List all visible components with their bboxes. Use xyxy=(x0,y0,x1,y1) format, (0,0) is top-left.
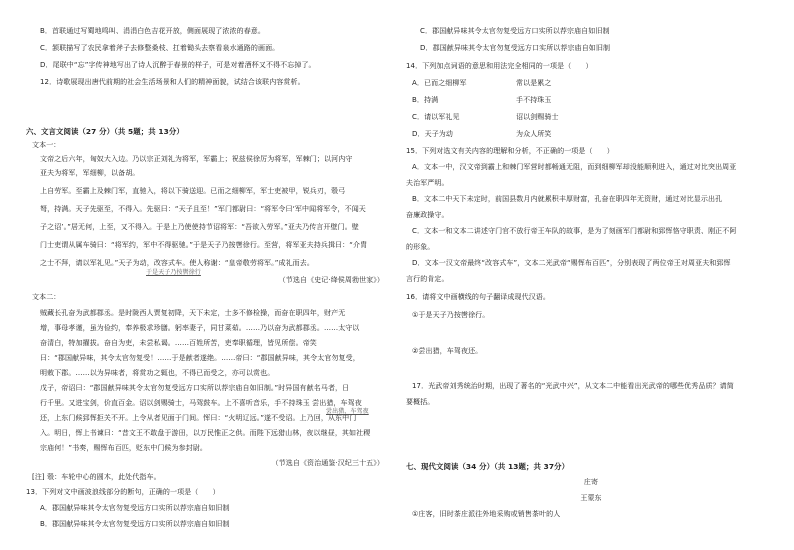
q14-option-b-left: B．持满 xyxy=(412,96,439,104)
section7-title: 七、现代文阅读（34 分）（共 13题；共 37分） xyxy=(406,462,570,471)
q11-option-c: C．颔联描写了农民拿着斧子去修整桑枝、扛着锄头去察看泉水通路的画面。 xyxy=(40,44,280,52)
text1-line: 之士不拜，请以军礼见。”天子为动，改容式车。使人称谢：“皇帝敬劳将军。”成礼而去。 xyxy=(40,259,314,267)
q15-line: 夫治军严明。 xyxy=(406,179,449,187)
q14-option-c-left: C．请以军礼见 xyxy=(412,113,460,121)
q14-option-d-right: 为众人所笑 xyxy=(516,130,552,138)
text2-source: （节选自《资治通鉴·汉纪三十五》） xyxy=(271,459,384,467)
text1-line: 弩，持满。天子先驱至，不得入。先驱曰：“天子且至！”军门都尉曰：“将军令曰‘军中闻将军令，不闻天 xyxy=(40,205,366,213)
q15-line: A．文本一中，汉文帝到霸上和棘门军营时都畅通无阻，而到细柳军却没能顺利进入，通过对比突出周亚 xyxy=(412,163,737,171)
q15-line: D．文本一汉文帝最终“改容式车”，文本二光武帝“赐恽布百匹”，分别表现了两位帝王对周亚夫和郅恽 xyxy=(412,259,731,267)
q15-line: 奋廉政操守。 xyxy=(406,211,449,219)
q15-line: C．文本一和文本二讲述守门官不放行帝王车队的故事，是为了刻画军门都尉和郅恽恪守职责、刚正不阿 xyxy=(412,227,737,235)
text2-line: 入。明日，恽上书谏曰：“昔文王不敢盘于游田，以万民惟正之供。而陛下远猎山林，夜以继昼，其如社稷 xyxy=(40,429,371,437)
text1-line: 亚夫为将军，军细柳，以备胡。 xyxy=(40,169,140,177)
section6-title: 六、文言文阅读（27 分）（共 5题；共 13分） xyxy=(26,127,184,136)
text2-line: 宗庙何！”书奏，赐恽布百匹，贬东中门候为参封尉。 xyxy=(40,444,208,452)
q14-option-b-right: 手不持珠玉 xyxy=(516,96,552,104)
text2-line: 明敕下郡。……以为异味者，将赏功之辄也，不得已而受之，亦可以赏也。 xyxy=(40,369,275,377)
annotation-note: [注] 彀：车轮中心的圆木，此处代指车。 xyxy=(32,473,161,481)
q13-option-b: B．郡国献异味其令太官勿复受远方口实所以荐宗庙自如旧制 xyxy=(40,520,230,528)
q16-sentence-2: ②尝出猎，车驾夜还。 xyxy=(412,347,483,355)
q14-option-a-left: A．已而之细柳军 xyxy=(412,79,467,87)
q16-sentence-1: ①于是天子乃按辔徐行。 xyxy=(412,311,490,319)
q17-line: 17．光武帝刘秀统治时期，出现了著名的“光武中兴”，从文本二中能看出光武帝的哪些优秀品质？请简 xyxy=(412,382,734,390)
q15-line: 言行的肯定。 xyxy=(406,275,449,283)
text2-line: 行千里。又进宝剑，价直百金。诏以剑赐骑士，马驾鼓车。上不喜听音乐，手不持珠玉 尝出猎，车驾夜 xyxy=(40,399,362,407)
text1-line: 上自劳军。至霸上及棘门军，直驰入，将以下骑送迎。已而之细柳军，军士吏被甲，锐兵刃，彀弓 xyxy=(40,187,346,195)
text2-line: 奋清白，特加擢拔。奋自为吏，未尝私谒。……百姓所苦，吏奉职循理，皆见所偿。帝笑 xyxy=(40,339,317,347)
q11-option-b: B．首联通过写蜀地鸣叫、涓涓白色吉花开放，侧面展现了浓浓的春意。 xyxy=(40,27,266,35)
q11-option-d: D．尾联中“忘”字传神地写出了诗人沉醉于春景的样子，可是对着酒杯又不得不忘掉了。 xyxy=(40,61,316,69)
text2-line: 还，上东门候郅恽拒关不开。上令从者见面于门间。恽曰：“火明辽远。”遂不受诏。上乃回，从东中门 xyxy=(40,414,357,422)
text1-source: （节选自《史记·绛侯周勃世家》） xyxy=(278,276,384,284)
q12-stem: 12．诗歌展现出唐代前期的社会生活场景和人们的精神面貌，试结合该联内容赏析。 xyxy=(40,78,305,86)
text2-line: 曰：“郡国献异味，其令太官勿复受！……于是献者遂绝。……帝曰：“郡国献异味，其令太官勿复受， xyxy=(40,354,360,362)
q16-stem: 16．请将文中画横线的句子翻译成现代汉语。 xyxy=(406,293,551,301)
q17-line: 要概括。 xyxy=(406,398,435,406)
essay-title: 庄寄 xyxy=(583,478,599,486)
q13-option-c: C．郡国献异味其令太官勿复受远方口实所以荐宗庙自如旧制 xyxy=(420,27,610,35)
text2-line: 增，事母孝谨，虽为俭约，奉养极求珍膳。躬率妻子，同甘菜茹。……乃以奋为武都郡丞。……太守以 xyxy=(40,324,360,332)
q15-line: 的形象。 xyxy=(406,243,435,251)
text2-line: 戊子，帝诏曰：“郡国献异味其令太官勿复受远方口实所以荐宗庙自如旧制。”时异国有献名马者，日 xyxy=(40,384,350,392)
q13-option-d: D．郡国献异味其令太官勿复受远方口实所以荐宗庙自如旧制 xyxy=(420,44,611,52)
q14-option-d-left: D．天子为动 xyxy=(412,130,453,138)
text2-underlined-phrase: 尝出猎，车驾夜 xyxy=(326,408,369,415)
q13-stem: 13．下列对文中画波浪线部分的断句，正确的一项是（ ） xyxy=(26,488,220,496)
text1-line: 门士吏谓从属车骑曰：“将军约，军中不得驱驰。”于是天子乃按辔徐行。至营，将军亚夫持兵揖曰：“介胄 xyxy=(40,241,368,249)
text1-label: 文本一： xyxy=(32,141,61,149)
essay-author: 王蒙东 xyxy=(580,494,602,502)
text1-line: 文帝之后六年，匈奴大入边。乃以宗正刘礼为将军，军霸上；祝兹侯徐厉为将军，军棘门；以河内守 xyxy=(40,155,353,163)
text1-line: 子之诏’。”居无何，上至，又不得入。于是上乃使使持节诏将军：“吾欲入劳军。”亚夫乃传言开壁门。壁 xyxy=(40,223,359,231)
q15-line: B．文本二中天下未定时，前国县数月内就累积丰厚财富，孔奋在职四年无资财，通过对比显示出孔 xyxy=(412,195,723,203)
q14-stem: 14．下列加点词语的意思和用法完全相同的一项是（ ） xyxy=(406,62,593,70)
text2-line: 贼藏长孔奋为武都郡丞。是时陇西人贾复初降，天下未定，士多不修检操，而奋在职四年，财产无 xyxy=(40,309,346,317)
text1-underlined-phrase: 于是天子乃按辔徐行 xyxy=(146,269,201,276)
q14-option-a-right: 常以是累之 xyxy=(516,79,552,87)
q14-option-c-right: 诏以剑赐骑士 xyxy=(516,113,559,121)
text2-label: 文本二： xyxy=(32,293,61,301)
q13-option-a: A．郡国献异味其令太官勿复受远方口实所以荐宗庙自如旧制 xyxy=(40,504,230,512)
essay-paragraph-1: ①庄客，旧时茶庄派往外地采购或销售茶叶的人 xyxy=(412,510,561,518)
q15-stem: 15．下列对选文有关内容的理解和分析，不正确的一项是（ ） xyxy=(406,147,614,155)
